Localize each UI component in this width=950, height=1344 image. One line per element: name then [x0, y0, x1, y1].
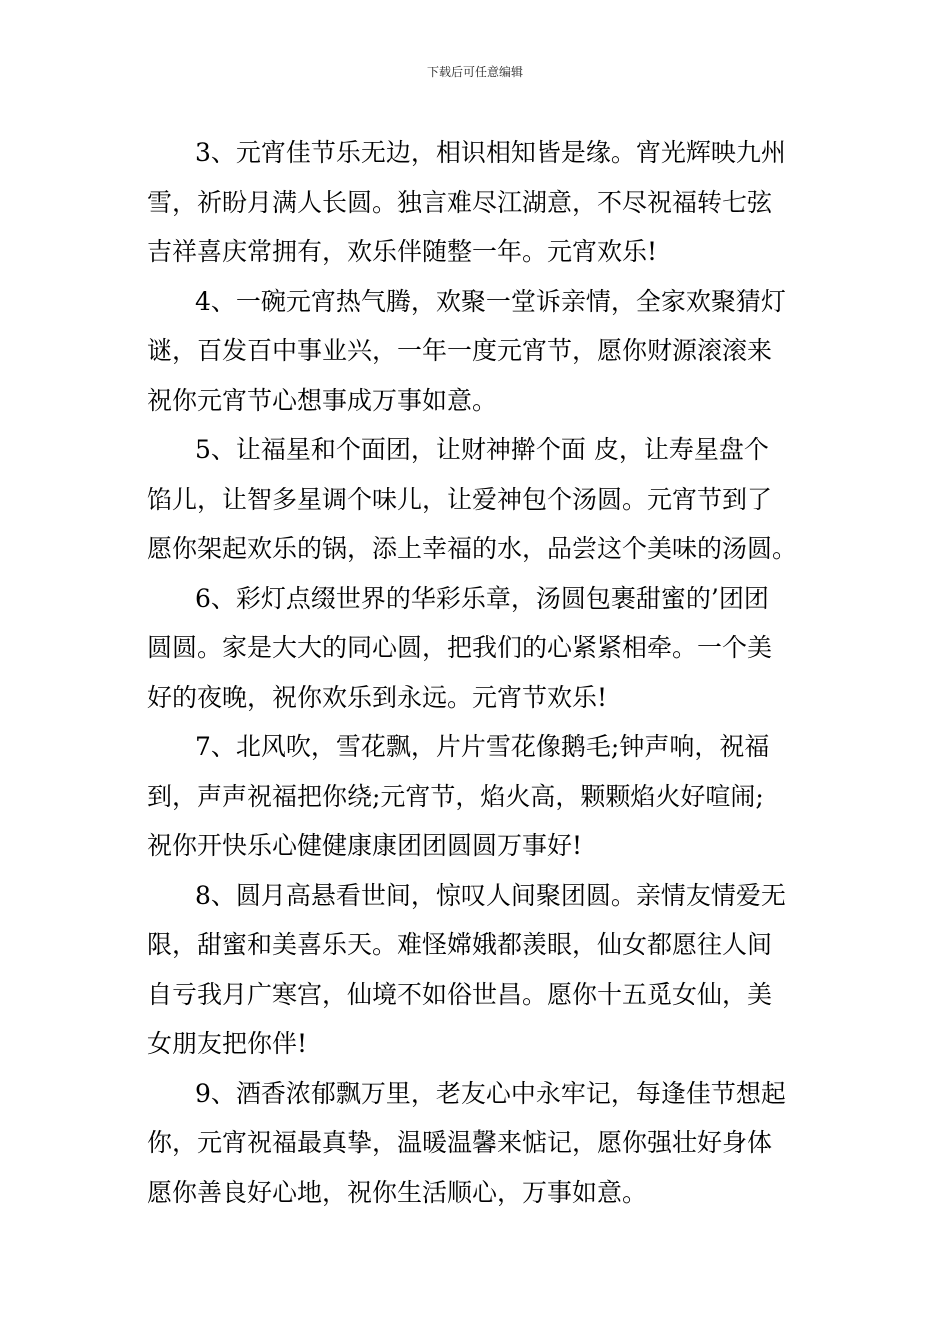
paragraph-line: 圆圆。家是大大的同心圆，把我们的心紧紧相牵。一个美 — [147, 633, 773, 662]
paragraph-line: 祝你元宵节心想事成万事如意。 — [147, 385, 498, 415]
paragraph-line: 好的夜晚，祝你欢乐到永远。元宵节欢乐! — [147, 682, 608, 712]
paragraph-line: 馅儿，让智多星调个味儿，让爱神包个汤圆。元宵节到了 — [147, 484, 773, 514]
page-header: 下载后可任意编辑 — [426, 65, 523, 79]
paragraph-line: 4、一碗元宵热气腾，欢聚一堂诉亲情，全家欢聚猜灯 — [195, 286, 786, 316]
paragraph-line: 吉祥喜庆常拥有，欢乐伴随整一年。元宵欢乐! — [147, 237, 658, 266]
paragraph-line: 愿你善良好心地，祝你生活顺心，万事如意。 — [147, 1177, 648, 1207]
paragraph-line: 到，声声祝福把你绕;元宵节，焰火高，颗颗焰火好喧闹; — [147, 781, 764, 811]
paragraph-line: 7、北风吹，雪花飘，片片雪花像鹅毛;钟声响，祝福 — [195, 732, 770, 761]
paragraph-line: 3、元宵佳节乐无边，相识相知皆是缘。宵光辉映九州 — [195, 138, 786, 167]
paragraph-line: 愿你架起欢乐的锅，添上幸福的水，品尝这个美味的汤圆。 — [147, 534, 798, 563]
paragraph-line: 女朋友把你伴! — [147, 1029, 308, 1058]
paragraph-7 — [147, 722, 811, 871]
paragraph-line: 9、酒香浓郁飘万里，老友心中永牢记，每逢佳节想起 — [195, 1078, 786, 1108]
paragraph-line: 8、圆月高悬看世间，惊叹人间聚团圆。亲情友情爱无 — [195, 880, 786, 910]
paragraph-4 — [147, 277, 811, 426]
paragraph-line: 谜，百发百中事业兴，一年一度元宵节，愿你财源滚滚来 — [147, 336, 773, 365]
document-body — [147, 128, 811, 1217]
paragraph-line: 6、彩灯点缀世界的华彩乐章，汤圆包裹甜蜜的’团团 — [195, 583, 769, 613]
paragraph-line: 雪，祈盼月满人长圆。独言难尽江湖意，不尽祝福转七弦 — [147, 187, 773, 217]
paragraph-line: 你，元宵祝福最真挚，温暖温馨来惦记，愿你强壮好身体 — [147, 1128, 773, 1157]
paragraph-line: 限，甜蜜和美喜乐天。难怪嫦娥都羡眼，仙女都愿往人间 — [147, 930, 773, 959]
paragraph-9 — [147, 1069, 811, 1218]
paragraph-6 — [147, 574, 811, 723]
paragraph-line: 自亏我月广寒宫，仙境不如俗世昌。愿你十五觅女仙，美 — [147, 979, 773, 1009]
paragraph-5 — [147, 425, 811, 574]
paragraph-line: 祝你开快乐心健健康康团团圆圆万事好! — [147, 831, 583, 860]
paragraph-3 — [147, 128, 811, 277]
paragraph-8 — [147, 871, 811, 1069]
paragraph-line: 5、让福星和个面团，让财神擀个面 皮，让寿星盘个 — [195, 435, 769, 464]
